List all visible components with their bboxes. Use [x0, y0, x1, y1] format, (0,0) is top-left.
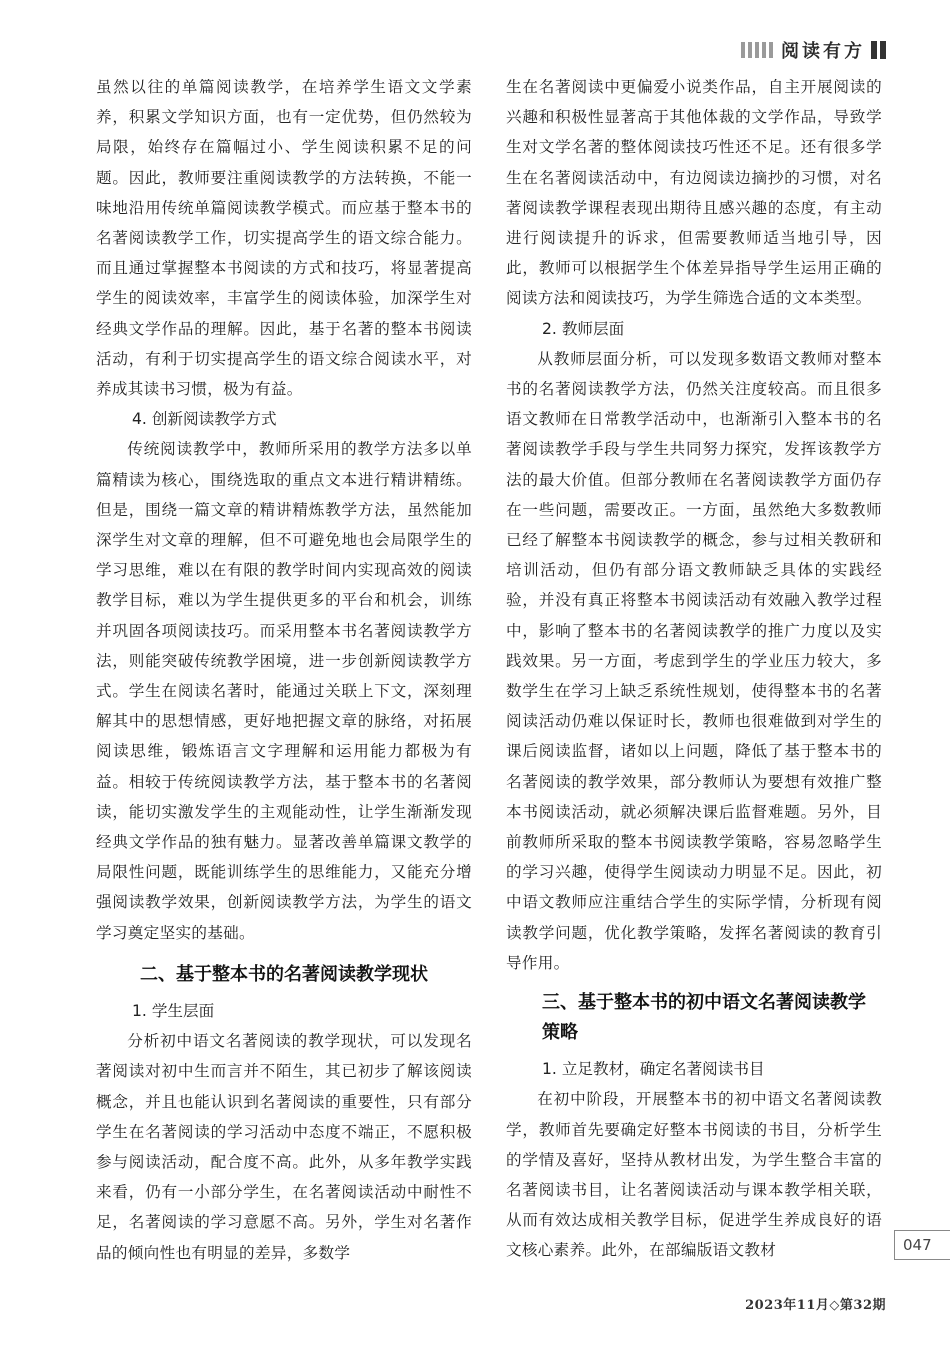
subheading: 1. 立足教材，确定名著阅读书目	[542, 1060, 765, 1079]
section-title: 阅读有方	[781, 41, 865, 62]
header-stripes-decoration	[741, 42, 773, 58]
right-column	[506, 72, 882, 1266]
paragraph: 传统阅读教学中，教师所采用的教学方法多以单篇精读为核心，围绕选取的重点文本进行精讲精练。但是，围绕一篇文章的精讲精炼教学方法，虽然能加深学生对文章的理解，但不可避免地也会局限学生的学习思维，难以在有限的教学时间内实现高效的阅读教学目标，难以为学生提供更多的平台和机会，训练并巩固各项阅读技巧。而采用整本书名著阅读教学方法，则能突破传统教学困境，进一步创新阅读教学方式。学生在阅读名著时，能通过关联上下文，深刻理解其中的思想情感，更好地把握文章的脉络，对拓展阅读思维，锻炼语言文字理解和运用能力都极为有益。相较于传统阅读教学方法，基于整本书的名著阅读，能切实激发学生的主观能动性，让学生渐渐发现经典文学作品的独有魅力。显著改善单篇课文教学的局限性问题，既能训练学生的思维能力，又能充分增强阅读教学效果，创新阅读教学方法，为学生的语文学习奠定坚实的基础。	[96, 440, 472, 942]
page-number: 047	[894, 1230, 950, 1260]
subheading: 1. 学生层面	[132, 1001, 215, 1020]
section-heading: 二、基于整本书的名著阅读教学现状	[140, 963, 428, 985]
running-header	[741, 38, 886, 62]
left-column	[96, 72, 472, 1268]
paragraph: 虽然以往的单篇阅读教学，在培养学生语文文学素养，积累文学知识方面，也有一定优势，但仍然较为局限，始终存在篇幅过小、学生阅读积累不足的问题。因此，教师要注重阅读教学的方法转换，不能一味地沿用传统单篇阅读教学模式。而应基于整本书的名著阅读教学工作，切实提高学生的语文综合能力。而且通过掌握整本书阅读的方式和技巧，将显著提高学生的阅读效率，丰富学生的阅读体验，加深学生对经典文学作品的理解。因此，基于名著的整本书阅读活动，有利于切实提高学生的语文综合阅读水平，对养成其读书习惯，极为有益。	[96, 78, 472, 399]
header-end-bars-decoration	[871, 41, 886, 59]
section-heading: 三、基于整本书的初中语文名著阅读教学策略	[542, 992, 866, 1044]
paragraph: 分析初中语文名著阅读的教学现状，可以发现名著阅读对初中生而言并不陌生，其已初步了解该阅读概念，并且也能认识到名著阅读的重要性，只有部分学生在名著阅读的学习活动中态度不端正，不愿积极参与阅读活动，配合度不高。此外，从多年教学实践来看，仍有一小部分学生，在名著阅读活动中耐性不足，名著阅读的学习意愿不高。另外，学生对名著作品的倾向性也有明显的差异，多数学	[96, 1032, 472, 1262]
paragraph: 在初中阶段，开展整本书的初中语文名著阅读教学，教师首先要确定好整本书阅读的书目，分析学生的学情及喜好，坚持从教材出发，为学生整合丰富的名著阅读书目，让名著阅读活动与课本教学相关联，从而有效达成相关教学目标，促进学生养成良好的语文核心素养。此外，在部编版语文教材	[506, 1090, 882, 1260]
subheading: 2. 教师层面	[542, 319, 625, 338]
subheading: 4. 创新阅读教学方式	[132, 410, 277, 429]
issue-info: 2023年11月◇第32期	[745, 1298, 886, 1313]
paragraph: 生在名著阅读中更偏爱小说类作品，自主开展阅读的兴趣和积极性显著高于其他体裁的文学作品，导致学生对文学名著的整体阅读技巧性还不足。还有很多学生在名著阅读活动中，有边阅读边摘抄的习惯，对名著阅读教学课程表现出期待且感兴趣的态度，有主动进行阅读提升的诉求，但需要教师适当地引导，因此，教师可以根据学生个体差异指导学生运用正确的阅读方法和阅读技巧，为学生筛选合适的文本类型。	[506, 78, 882, 308]
paragraph: 从教师层面分析，可以发现多数语文教师对整本书的名著阅读教学方法，仍然关注度较高。而且很多语文教师在日常教学活动中，也渐渐引入整本书的名著阅读教学手段与学生共同努力探究，发挥该教学方法的最大价值。但部分教师在名著阅读教学方面仍存在一些问题，需要改正。一方面，虽然绝大多数教师已经了解整本书阅读教学的概念，参与过相关教研和培训活动，但仍有部分语文教师缺乏具体的实践经验，并没有真正将整本书阅读活动有效融入教学过程中，影响了整本书的名著阅读教学的推广力度以及实践效果。另一方面，考虑到学生的学业压力较大，多数学生在学习上缺乏系统性规划，使得整本书的名著阅读活动仍难以保证时长，教师也很难做到对学生的课后阅读监督，诸如以上问题，降低了基于整本书的名著阅读的教学效果，部分教师认为要想有效推广整本书阅读活动，就必须解决课后监督难题。另外，目前教师所采取的整本书阅读教学策略，容易忽略学生的学习兴趣，使得学生阅读动力明显不足。因此，初中语文教师应注重结合学生的实际学情，分析现有阅读教学问题，优化教学策略，发挥名著阅读的教育引导作用。	[506, 349, 882, 972]
